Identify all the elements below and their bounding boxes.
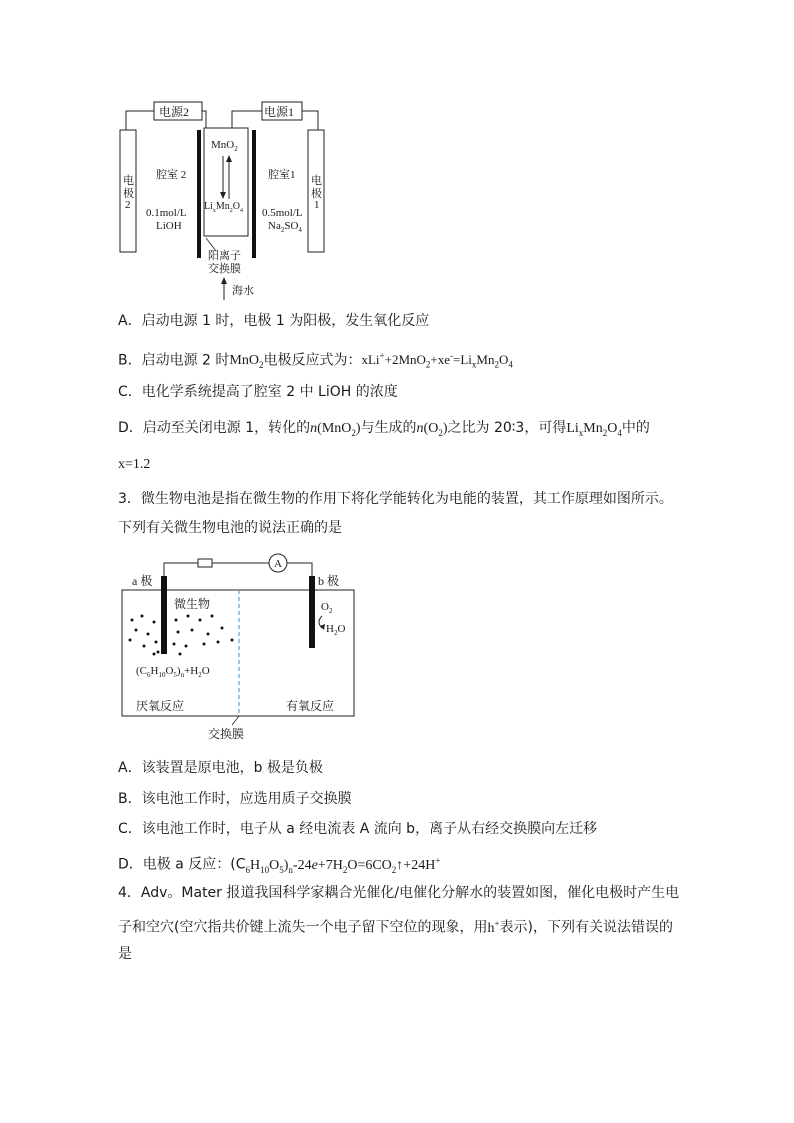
- chamber-2-solute: LiOH: [156, 220, 182, 232]
- microbe-dot: [129, 639, 132, 642]
- microbe-label: 微生物: [174, 597, 211, 611]
- wire-left-inner: [202, 111, 206, 128]
- microbe-dot: [153, 621, 156, 624]
- chamber-1-conc: 0.5mol/L: [262, 207, 303, 219]
- anaerobic-label: 厌氧反应: [136, 699, 185, 713]
- q2-option-c: C．电化学系统提高了腔室 2 中 LiOH 的浓度: [118, 384, 398, 400]
- electrode-b: [309, 576, 315, 648]
- h2o-label: $H_2O$: [326, 623, 346, 637]
- chamber-2-conc: 0.1mol/L: [146, 207, 187, 219]
- microbe-dot: [155, 641, 158, 644]
- cell-container: [122, 590, 354, 716]
- q4-stem-line2: 子和空穴(空穴指共价键上流失一个电子留下空位的现象，用h+表示)，下列有关说法错误的: [118, 918, 674, 936]
- microbe-dot: [157, 651, 160, 654]
- wire-right-outer: [302, 111, 318, 130]
- electrode-1-char-1: 电: [311, 175, 322, 187]
- microbe-dot: [199, 619, 202, 622]
- electrode-b-label: b 极: [318, 574, 340, 588]
- power-source-1-label: 电源1: [264, 105, 295, 119]
- membrane-right-bar: [252, 130, 256, 258]
- microbe-dot: [143, 645, 146, 648]
- membrane-label-line2: 交换膜: [208, 263, 241, 275]
- circuit-wire: [164, 563, 198, 578]
- membrane-left-bar: [197, 130, 201, 258]
- q2-option-b: [118, 346, 513, 375]
- arrow-down-head: [220, 192, 226, 199]
- electrode-a-label: a 极: [132, 574, 153, 588]
- q4-stem-line3: 是: [118, 946, 132, 962]
- microbe-dot: [177, 631, 180, 634]
- lixmn2o4-label: $Li_xMn_2O_4$: [204, 201, 244, 214]
- microbe-dot: [153, 653, 156, 656]
- microbe-dot: [131, 619, 134, 622]
- q4-stem-line1: 4．Adv。Mater 报道我国科学家耦合光催化/电催化分解水的装置如图，催化电极时产生电: [118, 885, 680, 901]
- ammeter-label: A: [274, 558, 282, 570]
- aerobic-label: 有氧反应: [286, 699, 335, 713]
- microbe-dot: [187, 615, 190, 618]
- q2-option-d: D．启动至关闭电源 1，转化的n(MnO$_2$)与生成的$n(O_2)$之比为 20∶3，可得$Li_xMn_2O_4$中的: [118, 420, 650, 438]
- microbe-dot: [147, 633, 150, 636]
- microbe-dot: [231, 639, 234, 642]
- microbe-dot: [221, 627, 224, 630]
- wire-left-outer: [126, 111, 154, 130]
- electrode-1-char-2: 极: [311, 188, 322, 200]
- membrane-label-pointer: [232, 716, 239, 725]
- o2-label: $O_2$: [321, 601, 333, 615]
- q2-b-equation: $xLi^++2MnO_2+xe^-=Li_xMn_2O_4$: [361, 351, 513, 370]
- microbe-dot: [179, 653, 182, 656]
- electrode-2-char-1: 电: [123, 175, 134, 187]
- microbe-dot: [173, 643, 176, 646]
- microbe-dot: [135, 629, 138, 632]
- microbe-dot: [207, 633, 210, 636]
- power-source-2-label: 电源2: [159, 105, 190, 119]
- membrane-label: 交换膜: [208, 727, 245, 741]
- microbe-dot: [203, 643, 206, 646]
- q3-stem-line2: 下列有关微生物电池的说法正确的是: [118, 520, 342, 536]
- microbe-dot: [185, 645, 188, 648]
- seawater-label: 海水: [232, 285, 254, 297]
- microbe-dot: [211, 615, 214, 618]
- chamber-1-label: 腔室1: [268, 169, 296, 181]
- microbe-dot: [217, 641, 220, 644]
- q2-option-a: A．启动电源 1 时，电极 1 为阳极，发生氧化反应: [118, 313, 430, 329]
- q3-option-a: A．该装置是原电池，b 极是负极: [118, 760, 323, 776]
- mno2-label: MnO$_2$: [211, 139, 238, 153]
- resistor: [198, 559, 212, 567]
- electrode-2-char-3: 2: [125, 199, 131, 211]
- reactant-formula: $(C_6H_{10}O_5)_n+H_2O$: [136, 665, 210, 679]
- q3-option-d: D．电极 a 反应：$(C_6H_{10}O_5)_n-24e+7H_2O=6CO_2↑+24H^+$: [118, 855, 441, 875]
- microbe-dots: [129, 615, 234, 656]
- microbe-dot: [141, 615, 144, 618]
- chamber-1-solute: $Na_2SO_4$: [268, 220, 302, 234]
- microbe-dot: [191, 629, 194, 632]
- electrode-a: [161, 576, 167, 654]
- figure-electrolysis-cell: [118, 96, 358, 306]
- q3-option-b: B．该电池工作时，应选用质子交换膜: [118, 791, 352, 807]
- q3-stem-line1: 3．微生物电池是指在微生物的作用下将化学能转化为电能的装置，其工作原理如图所示。: [118, 491, 673, 507]
- electrode-1-char-3: 1: [314, 199, 320, 211]
- chamber-2-label: 腔室 2: [156, 169, 187, 181]
- q2-option-d-cont: x=1.2: [118, 457, 151, 472]
- electrode-2-char-2: 极: [123, 188, 134, 200]
- circuit-wire-right: [287, 563, 312, 580]
- microbe-dot: [175, 619, 178, 622]
- membrane-label-line1: 阳离子: [208, 250, 241, 262]
- seawater-arrow-head: [221, 277, 227, 284]
- arrow-up-head: [226, 155, 232, 162]
- q2-b-mid: 电极反应式为：: [263, 352, 362, 369]
- q2-b-prefix: B．启动电源 2 时: [118, 352, 230, 369]
- wire-right-inner: [232, 111, 262, 128]
- q3-option-c: C．该电池工作时，电子从 a 经电流表 A 流向 b，离子从右经交换膜向左迁移: [118, 821, 598, 837]
- figure-microbial-cell: [118, 550, 368, 745]
- q2-b-mno2: MnO$_2$: [229, 353, 264, 371]
